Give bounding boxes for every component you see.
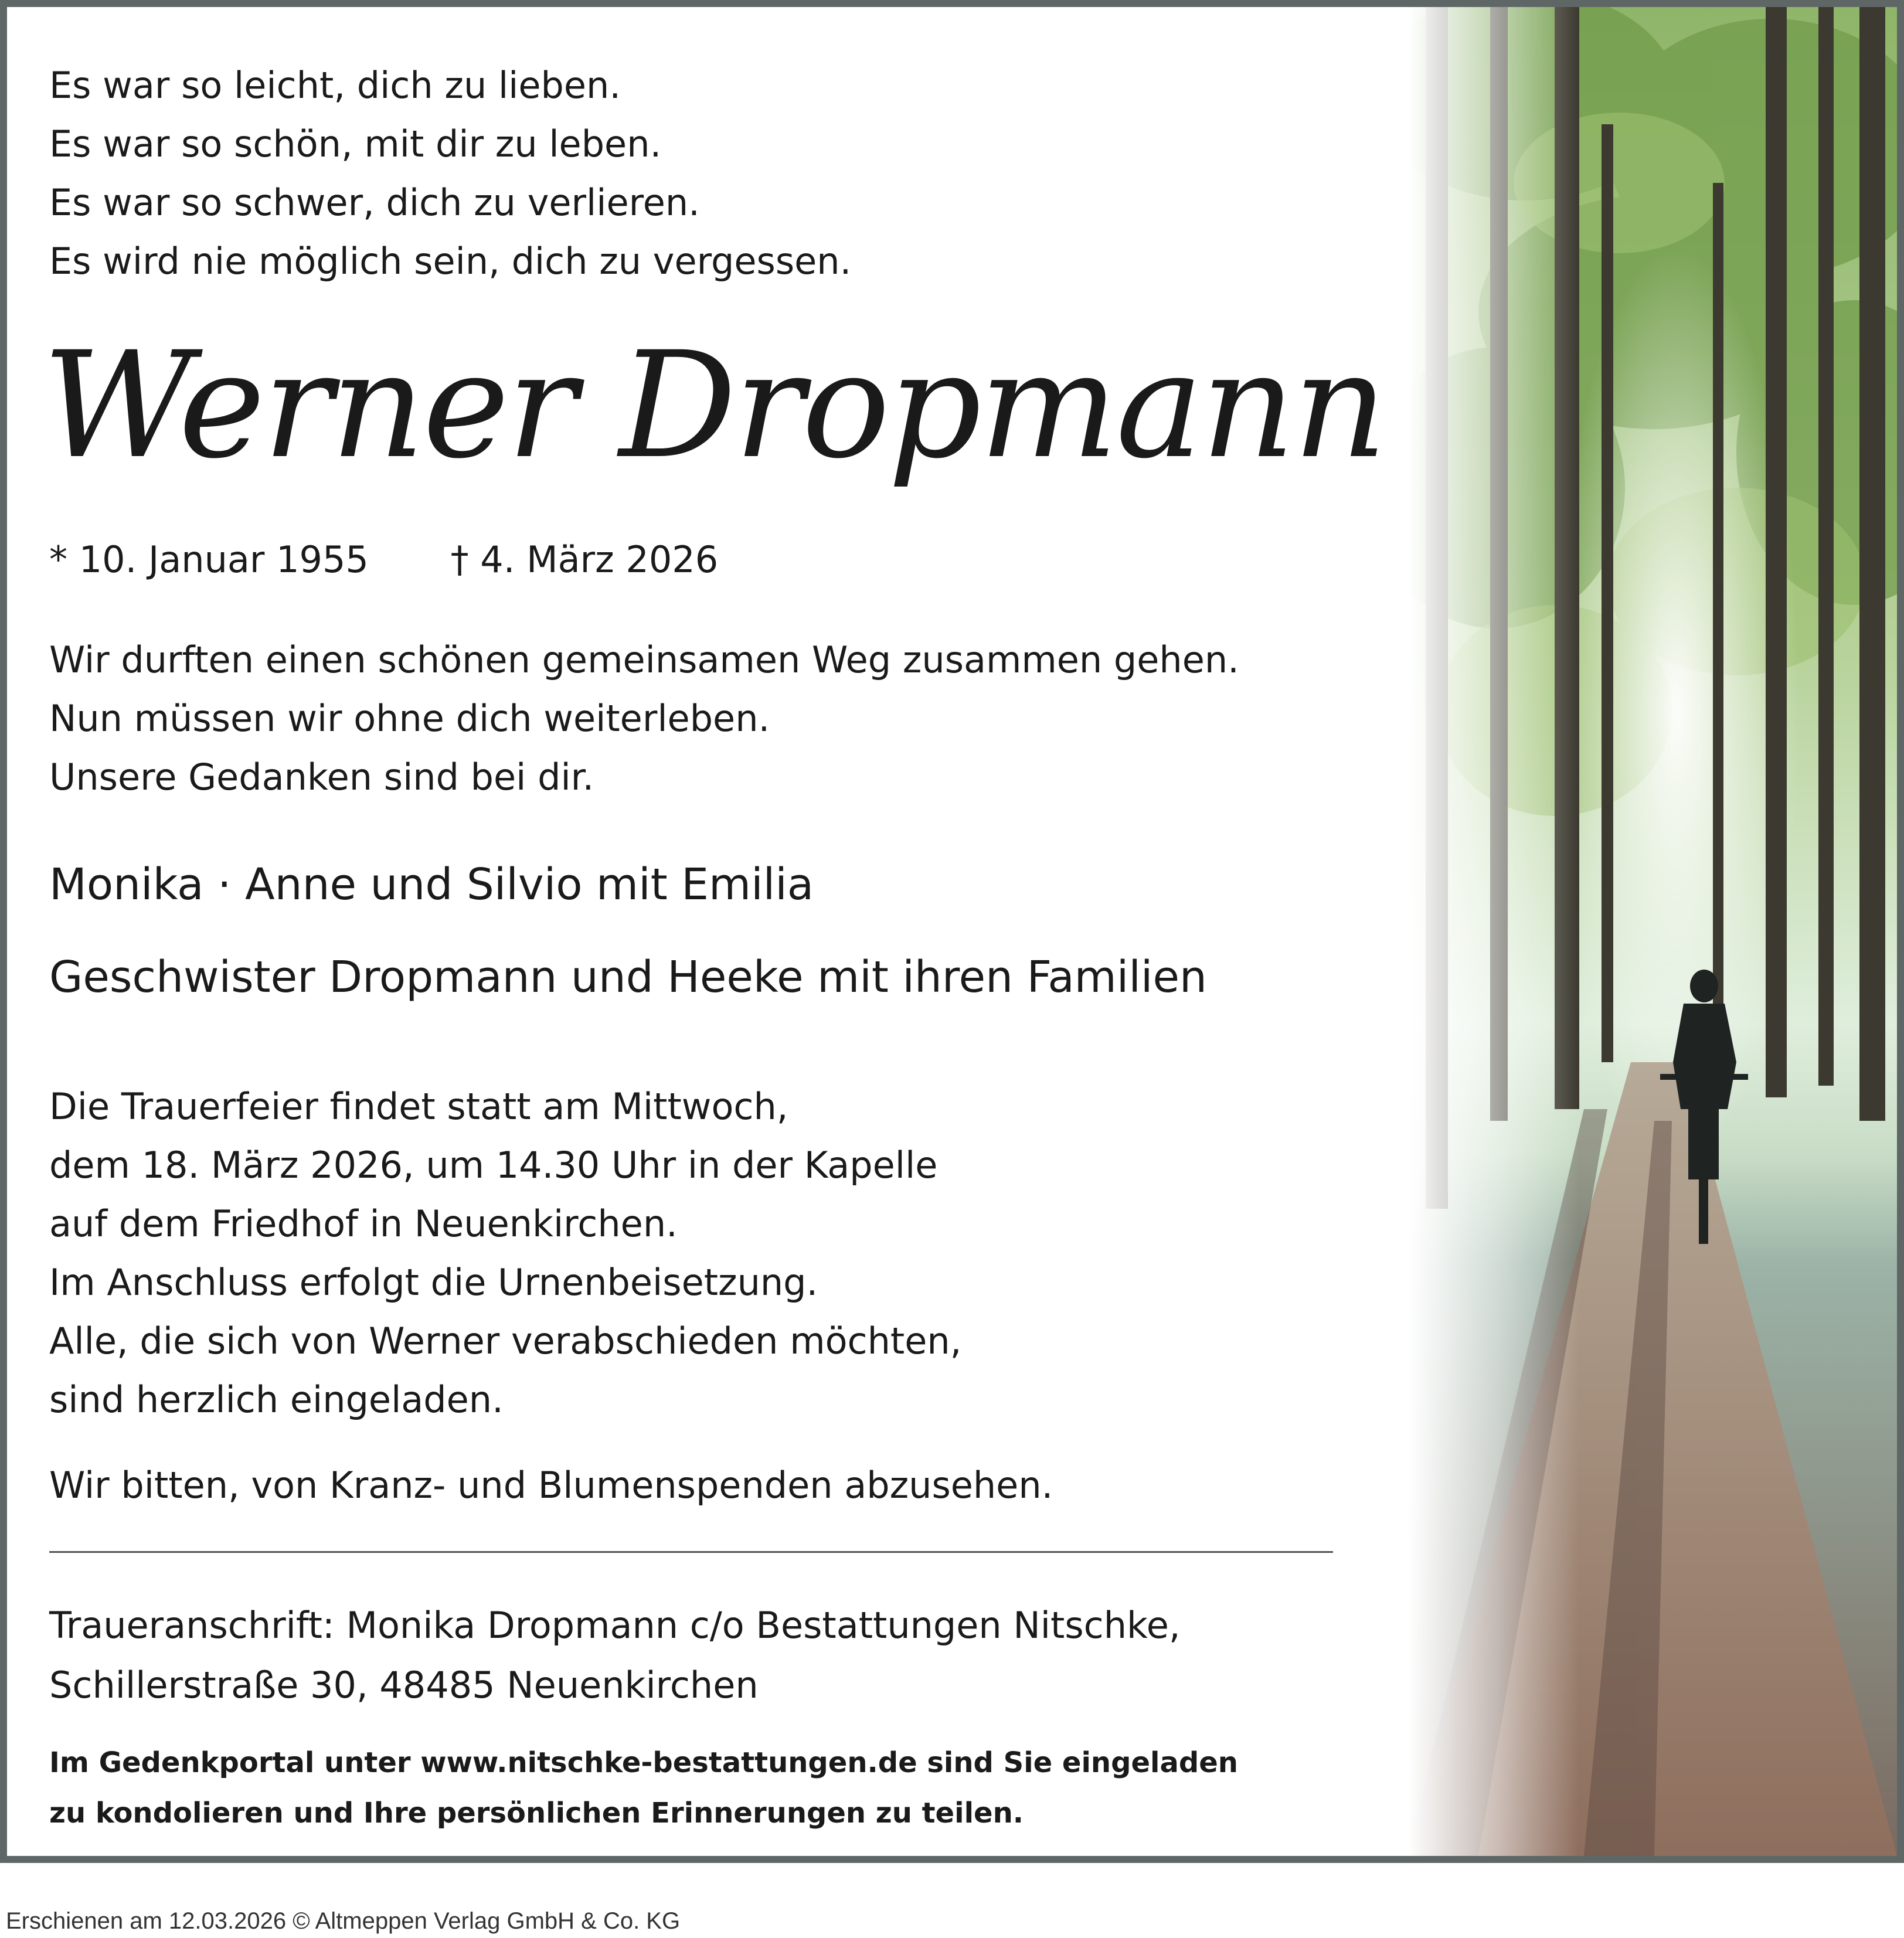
publication-credit: Erschienen am 12.03.2026 © Altmeppen Verlag GmbH & Co. KG — [6, 1908, 681, 1934]
poem-line: Es war so leicht, dich zu lieben. — [49, 64, 621, 107]
divider — [49, 1551, 1333, 1553]
death-date: † 4. März 2026 — [450, 538, 719, 581]
poem — [49, 56, 851, 291]
ceremony-line: dem 18. März 2026, um 14.30 Uhr in der Kapelle — [49, 1144, 938, 1186]
poem-line: Es war so schön, mit dir zu leben. — [49, 123, 662, 165]
address-line: Schillerstraße 30, 48485 Neuenkirchen — [49, 1664, 759, 1706]
tribute-line: Unsere Gedanken sind bei dir. — [49, 756, 594, 798]
mourners-siblings: Geschwister Dropmann und Heeke mit ihren Familien — [49, 952, 1207, 1002]
poem-line: Es war so schwer, dich zu verlieren. — [49, 181, 700, 224]
tribute-text — [49, 631, 1239, 807]
memorial-portal-note — [49, 1738, 1238, 1838]
ceremony-details — [49, 1077, 961, 1429]
ceremony-line: Alle, die sich von Werner verabschieden möchten, — [49, 1320, 962, 1362]
mourners-family: Monika · Anne und Silvio mit Emilia — [49, 859, 814, 910]
portal-line: Im Gedenkportal unter www.nitschke-bestattungen.de sind Sie eingeladen — [49, 1746, 1238, 1779]
tribute-line: Wir durften einen schönen gemeinsamen Weg zusammen gehen. — [49, 638, 1239, 681]
ceremony-line: auf dem Friedhof in Neuenkirchen. — [49, 1202, 678, 1245]
ceremony-line: sind herzlich eingeladen. — [49, 1378, 504, 1421]
ceremony-line: Die Trauerfeier findet statt am Mittwoch, — [49, 1085, 788, 1128]
deceased-name: Werner Dropmann — [42, 320, 1385, 491]
poem-line: Es wird nie möglich sein, dich zu vergessen. — [49, 240, 852, 283]
ceremony-line: Im Anschluss erfolgt die Urnenbeisetzung. — [49, 1261, 818, 1304]
life-dates — [49, 533, 718, 586]
no-flowers-request: Wir bitten, von Kranz- und Blumenspenden abzusehen. — [49, 1464, 1053, 1507]
tribute-line: Nun müssen wir ohne dich weiterleben. — [49, 697, 770, 740]
address-line: Traueranschrift: Monika Dropmann c/o Bestattungen Nitschke, — [49, 1604, 1181, 1647]
birth-date: * 10. Januar 1955 — [49, 538, 369, 581]
mourning-address — [49, 1596, 1181, 1715]
portal-line: zu kondolieren und Ihre persönlichen Erinnerungen zu teilen. — [49, 1797, 1024, 1830]
forest-path-cyclist-icon — [1408, 7, 1897, 1856]
